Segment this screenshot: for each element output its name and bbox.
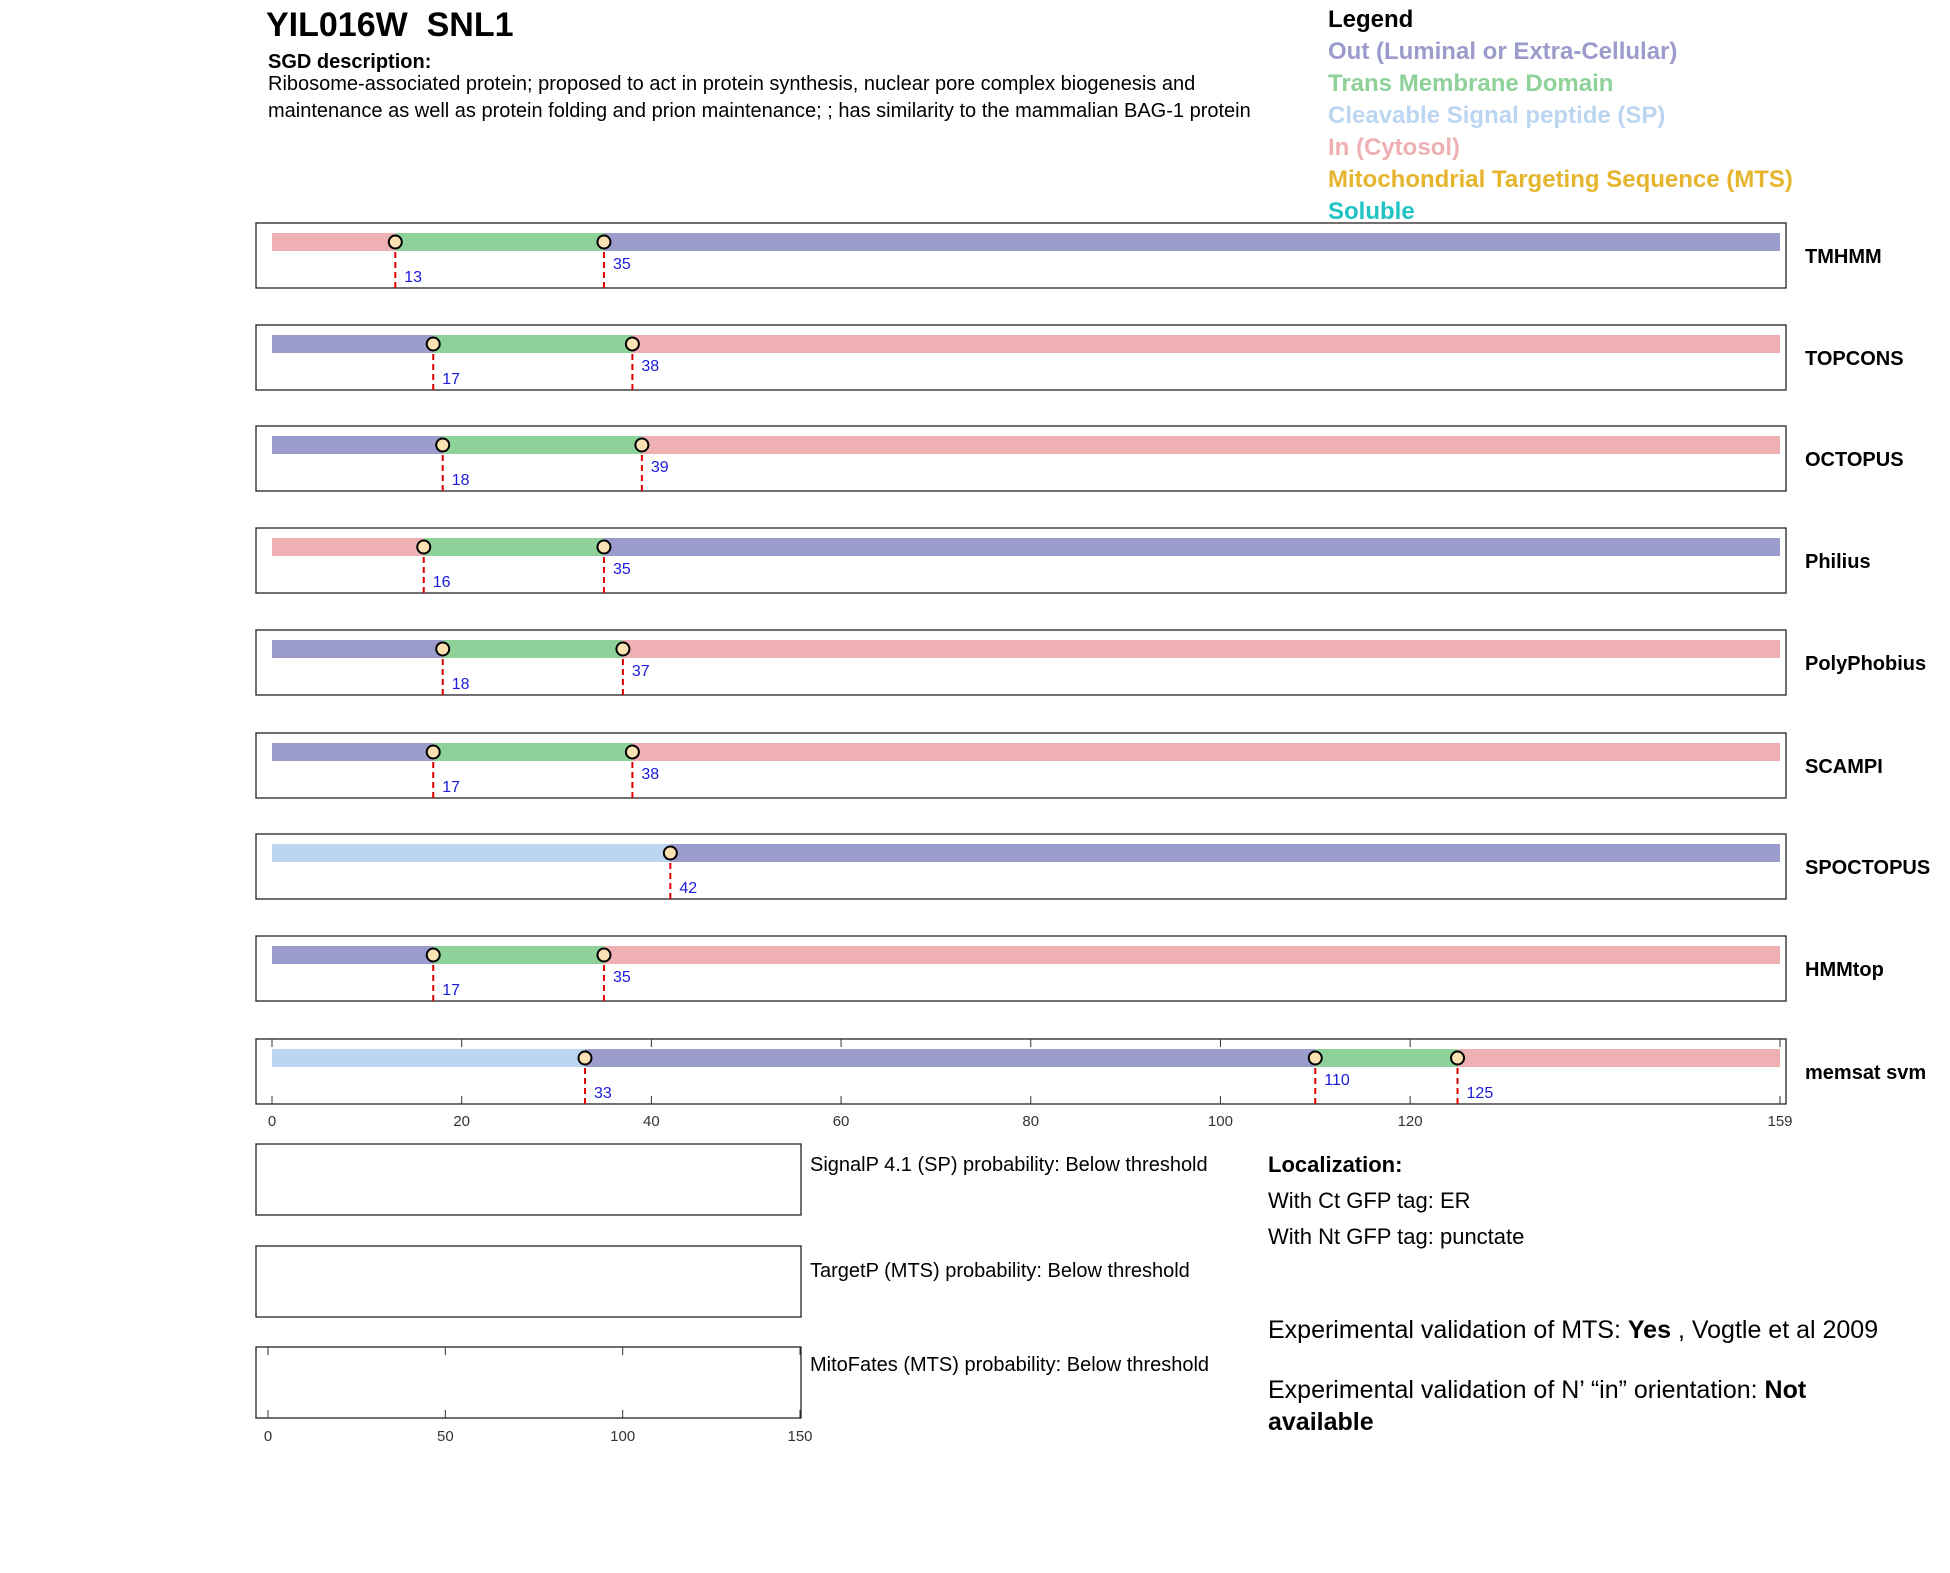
track-name-polyphobius: PolyPhobius (1805, 653, 1927, 675)
segment-in (272, 233, 395, 251)
segment-sp (272, 844, 670, 862)
track-name-spoctopus: SPOCTOPUS (1805, 857, 1931, 879)
segment-in (1458, 1049, 1780, 1067)
x-tick-label: 80 (1022, 1113, 1040, 1130)
boundary-label: 33 (593, 1085, 612, 1102)
boundary-label: 18 (451, 676, 470, 693)
track-frame-memsat-svm (256, 1039, 1786, 1104)
segment-tm (433, 335, 632, 353)
boundary-marker (664, 847, 677, 860)
sgd-description: Ribosome-associated protein; proposed to act in protein synthesis, nuclear pore complex biogenesis and maintenance as well as protein folding and prion maintenance; ; has similarity to the mammalian BAG-1 protein (268, 73, 1251, 122)
segment-out (272, 436, 443, 454)
legend-title: Legend (1328, 6, 1414, 33)
boundary-label: 39 (650, 459, 669, 476)
boundary-marker (597, 236, 610, 249)
x-tick-label: 60 (832, 1113, 850, 1130)
boundary-marker (417, 541, 430, 554)
x-tick-label: 120 (1397, 1113, 1423, 1130)
signalp-panel (256, 1144, 801, 1215)
segment-in (604, 946, 1780, 964)
boundary-marker (427, 746, 440, 759)
segment-tm (433, 743, 632, 761)
track-frame-scampi (256, 733, 1786, 798)
n-in-validation-label: Experimental validation of N’ “in” orientation: (1268, 1376, 1765, 1404)
targetp-panel (256, 1246, 801, 1317)
track-name-scampi: SCAMPI (1805, 756, 1883, 778)
signalp-probability: SignalP 4.1 (SP) probability: Below threshold (810, 1154, 1208, 1176)
segment-out (670, 844, 1780, 862)
boundary-label: 38 (641, 358, 660, 375)
segment-in (272, 538, 424, 556)
track-name-octopus: OCTOPUS (1805, 449, 1904, 471)
x-tick-label: 20 (453, 1113, 471, 1130)
boundary-label: 17 (442, 371, 461, 388)
prob-tick-label: 0 (263, 1428, 273, 1445)
segment-out (272, 946, 433, 964)
segment-sp (272, 1049, 585, 1067)
legend-item-sp: Cleavable Signal peptide (SP) (1328, 102, 1666, 129)
prob-tick-label: 100 (610, 1428, 636, 1445)
page-title: YIL016W SNL1 (266, 6, 514, 44)
segment-tm (395, 233, 604, 251)
boundary-marker (389, 236, 402, 249)
track-name-hmmtop: HMMtop (1805, 959, 1884, 981)
boundary-marker (436, 643, 449, 656)
boundary-marker (1451, 1052, 1464, 1065)
boundary-label: 35 (612, 561, 631, 578)
segment-in (642, 436, 1780, 454)
boundary-marker (626, 338, 639, 351)
track-frame-tmhmm (256, 223, 1786, 288)
boundary-label: 110 (1324, 1072, 1350, 1089)
boundary-label: 37 (631, 663, 650, 680)
track-name-tmhmm: TMHMM (1805, 246, 1882, 268)
legend (1328, 4, 1793, 228)
boundary-marker (597, 949, 610, 962)
boundary-marker (616, 643, 629, 656)
targetp-probability: TargetP (MTS) probability: Below threshold (810, 1260, 1190, 1282)
boundary-label: 35 (612, 256, 631, 273)
sgd-description-label: SGD description: (268, 51, 432, 73)
boundary-label: 17 (442, 982, 461, 999)
x-tick-label: 100 (1207, 1113, 1233, 1130)
x-tick-label: 0 (267, 1113, 277, 1130)
prob-tick-label: 150 (787, 1428, 813, 1445)
boundary-label: 17 (442, 779, 461, 796)
boundary-marker (635, 439, 648, 452)
segment-tm (433, 946, 604, 964)
segment-tm (1315, 1049, 1457, 1067)
n-in-validation (1268, 1374, 1908, 1438)
legend-item-in: In (Cytosol) (1328, 134, 1460, 161)
localization-ct: With Ct GFP tag: ER (1268, 1188, 1471, 1213)
boundary-marker (597, 541, 610, 554)
track-name-topcons: TOPCONS (1805, 348, 1904, 370)
segment-tm (443, 640, 623, 658)
boundary-label: 13 (404, 269, 423, 286)
boundary-label: 18 (451, 472, 470, 489)
segment-out (272, 743, 433, 761)
segment-tm (443, 436, 642, 454)
segment-in (623, 640, 1780, 658)
segment-out (604, 233, 1780, 251)
localization-nt: With Nt GFP tag: punctate (1268, 1224, 1525, 1249)
localization-title: Localization: (1268, 1152, 1403, 1177)
track-frame-spoctopus (256, 834, 1786, 899)
boundary-label: 42 (679, 880, 698, 897)
legend-item-out: Out (Luminal or Extra-Cellular) (1328, 38, 1678, 65)
track-name-philius: Philius (1805, 551, 1871, 573)
boundary-marker (427, 949, 440, 962)
mts-validation (1268, 1314, 1908, 1346)
mts-validation-value: Yes (1627, 1316, 1671, 1344)
legend-item-tm: Trans Membrane Domain (1328, 70, 1614, 97)
track-name-memsat-svm: memsat svm (1805, 1062, 1927, 1084)
mts-validation-label: Experimental validation of MTS: (1268, 1316, 1628, 1344)
boundary-label: 16 (432, 574, 451, 591)
prob-tick-label: 50 (436, 1428, 454, 1445)
track-frame-octopus (256, 426, 1786, 491)
mitofates-panel (256, 1347, 801, 1418)
boundary-marker (436, 439, 449, 452)
boundary-marker (626, 746, 639, 759)
boundary-label: 35 (612, 969, 631, 986)
mitofates-probability: MitoFates (MTS) probability: Below threshold (810, 1354, 1210, 1376)
track-frame-topcons (256, 325, 1786, 390)
track-frame-hmmtop (256, 936, 1786, 1001)
segment-tm (424, 538, 604, 556)
legend-item-soluble: Soluble (1328, 198, 1415, 225)
boundary-marker (578, 1052, 591, 1065)
track-frame-polyphobius (256, 630, 1786, 695)
boundary-marker (427, 338, 440, 351)
segment-out (585, 1049, 1315, 1067)
legend-item-mts: Mitochondrial Targeting Sequence (MTS) (1328, 166, 1793, 193)
track-frame-philius (256, 528, 1786, 593)
segment-out (272, 335, 433, 353)
boundary-marker (1309, 1052, 1322, 1065)
segment-out (272, 640, 443, 658)
boundary-label: 125 (1466, 1085, 1494, 1102)
n-in-validation-value: Not available (1268, 1376, 1807, 1436)
segment-in (632, 335, 1780, 353)
mts-validation-ref: , Vogtle et al 2009 (1671, 1316, 1879, 1344)
boundary-label: 38 (641, 766, 660, 783)
segment-out (604, 538, 1780, 556)
x-tick-label: 159 (1767, 1113, 1793, 1130)
x-tick-label: 40 (643, 1113, 660, 1130)
segment-in (632, 743, 1780, 761)
